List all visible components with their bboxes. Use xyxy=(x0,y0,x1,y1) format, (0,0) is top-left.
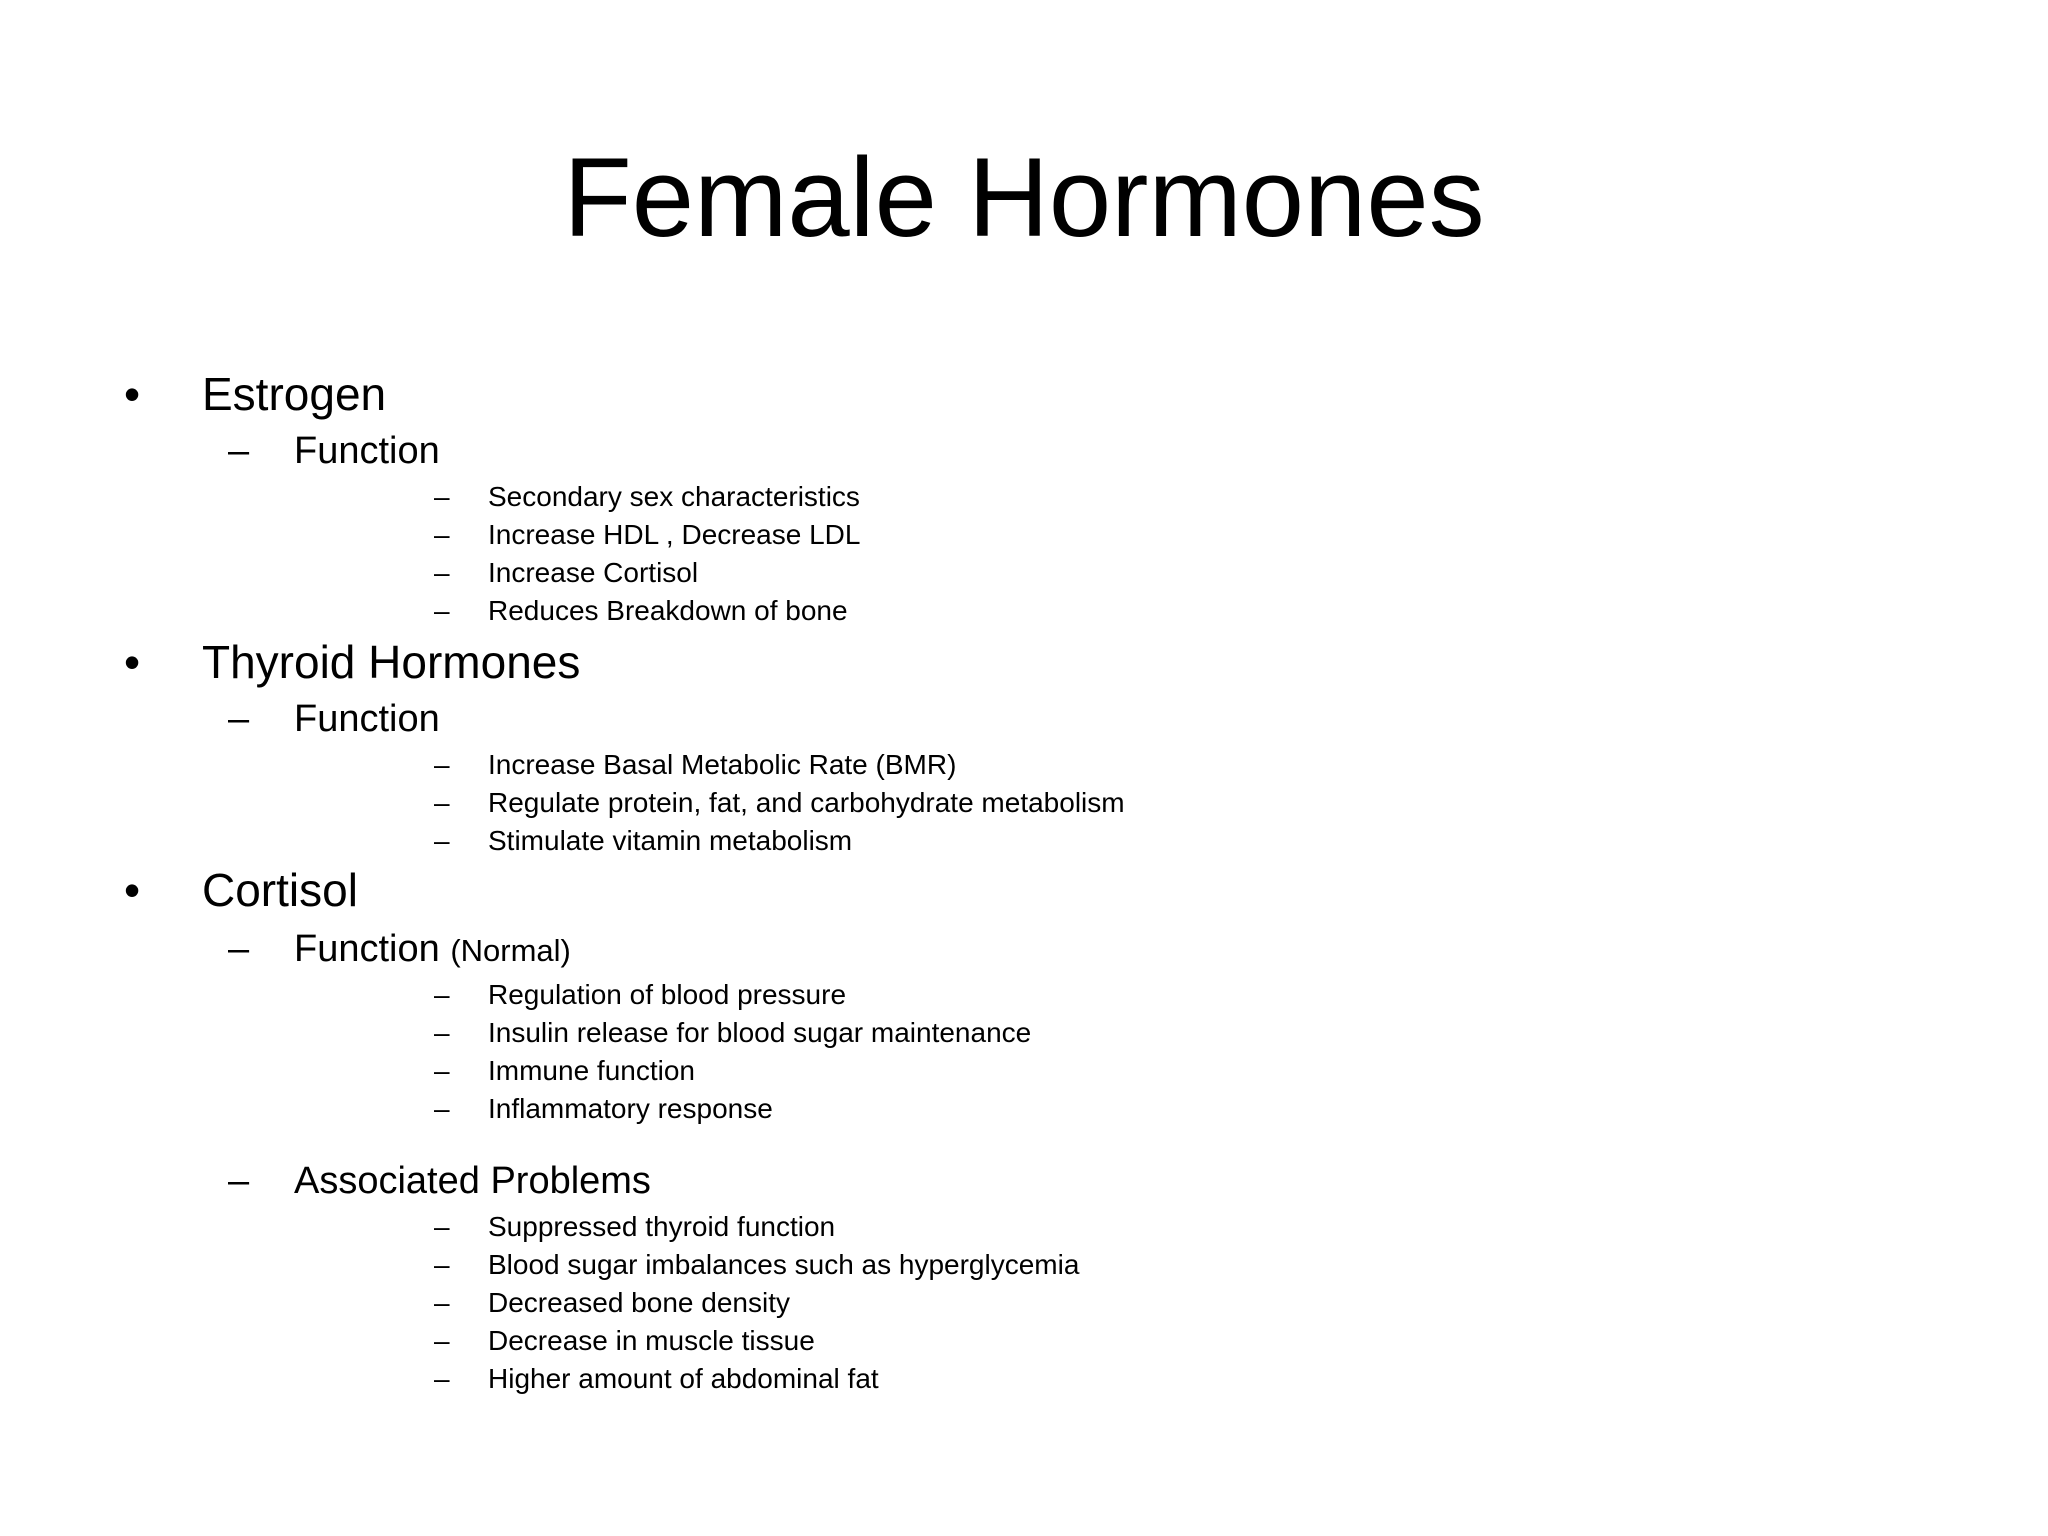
dash-icon: – xyxy=(434,1017,450,1048)
group-note: (Normal) xyxy=(450,933,571,968)
dash-icon: – xyxy=(434,557,450,588)
group-label: Function xyxy=(294,698,440,740)
group-label: Associated Problems xyxy=(294,1160,651,1202)
list-item-text: Decrease in muscle tissue xyxy=(488,1325,815,1356)
list-item-text: Immune function xyxy=(488,1055,695,1086)
dash-icon: – xyxy=(434,1211,450,1242)
list-item-text: Reduces Breakdown of bone xyxy=(488,595,848,626)
bullet-icon: • xyxy=(124,636,141,688)
dash-icon: – xyxy=(434,787,450,818)
group-label: Function (Normal) xyxy=(294,928,571,970)
dash-icon: – xyxy=(434,749,450,780)
bullet-icon: • xyxy=(124,368,141,420)
list-item-text: Regulation of blood pressure xyxy=(488,979,847,1010)
dash-icon: – xyxy=(434,481,450,512)
dash-icon: – xyxy=(228,1160,250,1202)
list-item-text: Secondary sex characteristics xyxy=(488,481,860,512)
list-item-text: Increase Basal Metabolic Rate (BMR) xyxy=(488,749,957,780)
section-heading-label: Cortisol xyxy=(202,864,358,916)
dash-icon: – xyxy=(228,430,250,472)
list-item-text: Suppressed thyroid function xyxy=(488,1211,836,1242)
bullet-icon: • xyxy=(124,864,141,916)
dash-icon: – xyxy=(434,1363,450,1394)
list-item-text: Regulate protein, fat, and carbohydrate metabolism xyxy=(488,787,1125,818)
dash-icon: – xyxy=(434,1055,450,1086)
list-item-text: Higher amount of abdominal fat xyxy=(488,1363,879,1394)
dash-icon: – xyxy=(228,928,250,970)
dash-icon: – xyxy=(434,1249,450,1280)
slide-title: Female Hormones xyxy=(563,135,1485,260)
dash-icon: – xyxy=(434,979,450,1010)
list-item-text: Stimulate vitamin metabolism xyxy=(488,825,853,856)
dash-icon: – xyxy=(434,1093,450,1124)
list-item-text: Inflammatory response xyxy=(488,1093,773,1124)
dash-icon: – xyxy=(228,698,250,740)
dash-icon: – xyxy=(434,595,450,626)
list-item-text: Blood sugar imbalances such as hyperglycemia xyxy=(488,1249,1080,1280)
section-heading-label: Thyroid Hormones xyxy=(202,636,581,688)
list-item-text: Increase Cortisol xyxy=(488,557,699,588)
list-item-text: Insulin release for blood sugar maintenance xyxy=(488,1017,1032,1048)
section-heading-label: Estrogen xyxy=(202,368,387,420)
dash-icon: – xyxy=(434,1325,450,1356)
dash-icon: – xyxy=(434,825,450,856)
list-item-text: Increase HDL , Decrease LDL xyxy=(488,519,861,550)
dash-icon: – xyxy=(434,1287,450,1318)
dash-icon: – xyxy=(434,519,450,550)
list-item-text: Decreased bone density xyxy=(488,1287,790,1318)
group-label: Function xyxy=(294,430,440,472)
